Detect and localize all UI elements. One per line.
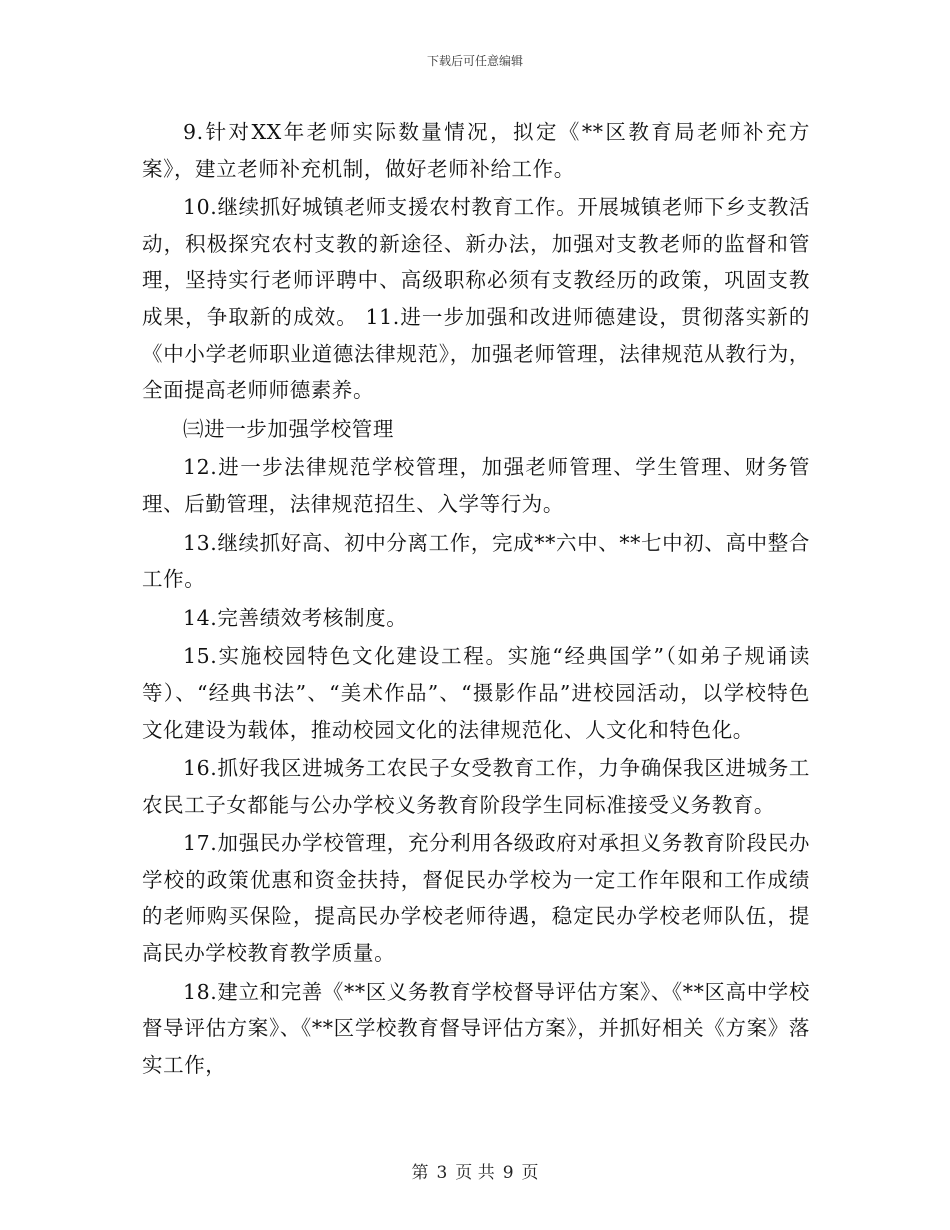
footer-middle: 页 共 — [455, 1163, 495, 1183]
paragraph-15: 15.实施校园特色文化建设工程。实施“经典国学”（如弟子规诵读等）、“经典书法”、“美术作品”、“摄影作品”进校园活动，以学校特色文化建设为载体，推动校园文化的法律规范化、人文化和特色化。 — [142, 644, 810, 742]
paragraph-12: 12.进一步法律规范学校管理，加强老师管理、学生管理、财务管理、后勤管理，法律规范招生、入学等行为。 — [142, 455, 810, 516]
page-header: 下载后可任意编辑 — [426, 54, 523, 68]
paragraph-18: 18.建立和完善《**区义务教育学校督导评估方案》、《**区高中学校督导评估方案》、《**区学校教育督导评估方案》，并抓好相关《方案》落实工作， — [142, 979, 810, 1077]
paragraph-10-11: 10.继续抓好城镇老师支援农村教育工作。开展城镇老师下乡支教活动，积极探究农村支教的新途径、新办法，加强对支教老师的监督和管理，坚持实行老师评聘中、高级职称必须有支教经历的政策，巩固支教成果，争取新的成效。 11.进一步加强和改进师德建设，贯彻落实新的《中小学老师职业道德法律规范》，加强老师管理，法律规范从教行为，全面提高老师师德素养。 — [142, 195, 810, 403]
section-heading-3: ㈢进一步加强学校管理 — [183, 416, 394, 441]
page-footer — [0, 1158, 950, 1183]
paragraph-16: 16.抓好我区进城务工农民子女受教育工作，力争确保我区进城务工农民工子女都能与公办学校义务教育阶段学生同标准接受义务教育。 — [142, 756, 810, 817]
total-pages-number: 9 — [502, 1163, 514, 1183]
paragraph-13: 13.继续抓好高、初中分离工作，完成**六中、**七中初、高中整合工作。 — [142, 530, 810, 592]
footer-suffix: 页 — [521, 1163, 539, 1183]
footer-prefix: 第 — [411, 1163, 429, 1183]
paragraph-14: 14.完善绩效考核制度。 — [183, 605, 408, 630]
paragraph-9: 9.针对XX年老师实际数量情况，拟定《**区教育局老师补充方案》，建立老师补充机制，做好老师补给工作。 — [142, 120, 810, 181]
paragraph-17: 17.加强民办学校管理，充分利用各级政府对承担义务教育阶段民办学校的政策优惠和资金扶持，督促民办学校为一定工作年限和工作成绩的老师购买保险，提高民办学校老师待遇，稳定民办学校老师队伍，提高民办学校教育教学质量。 — [142, 831, 810, 966]
document-body — [142, 114, 810, 1085]
current-page-number: 3 — [436, 1163, 448, 1183]
